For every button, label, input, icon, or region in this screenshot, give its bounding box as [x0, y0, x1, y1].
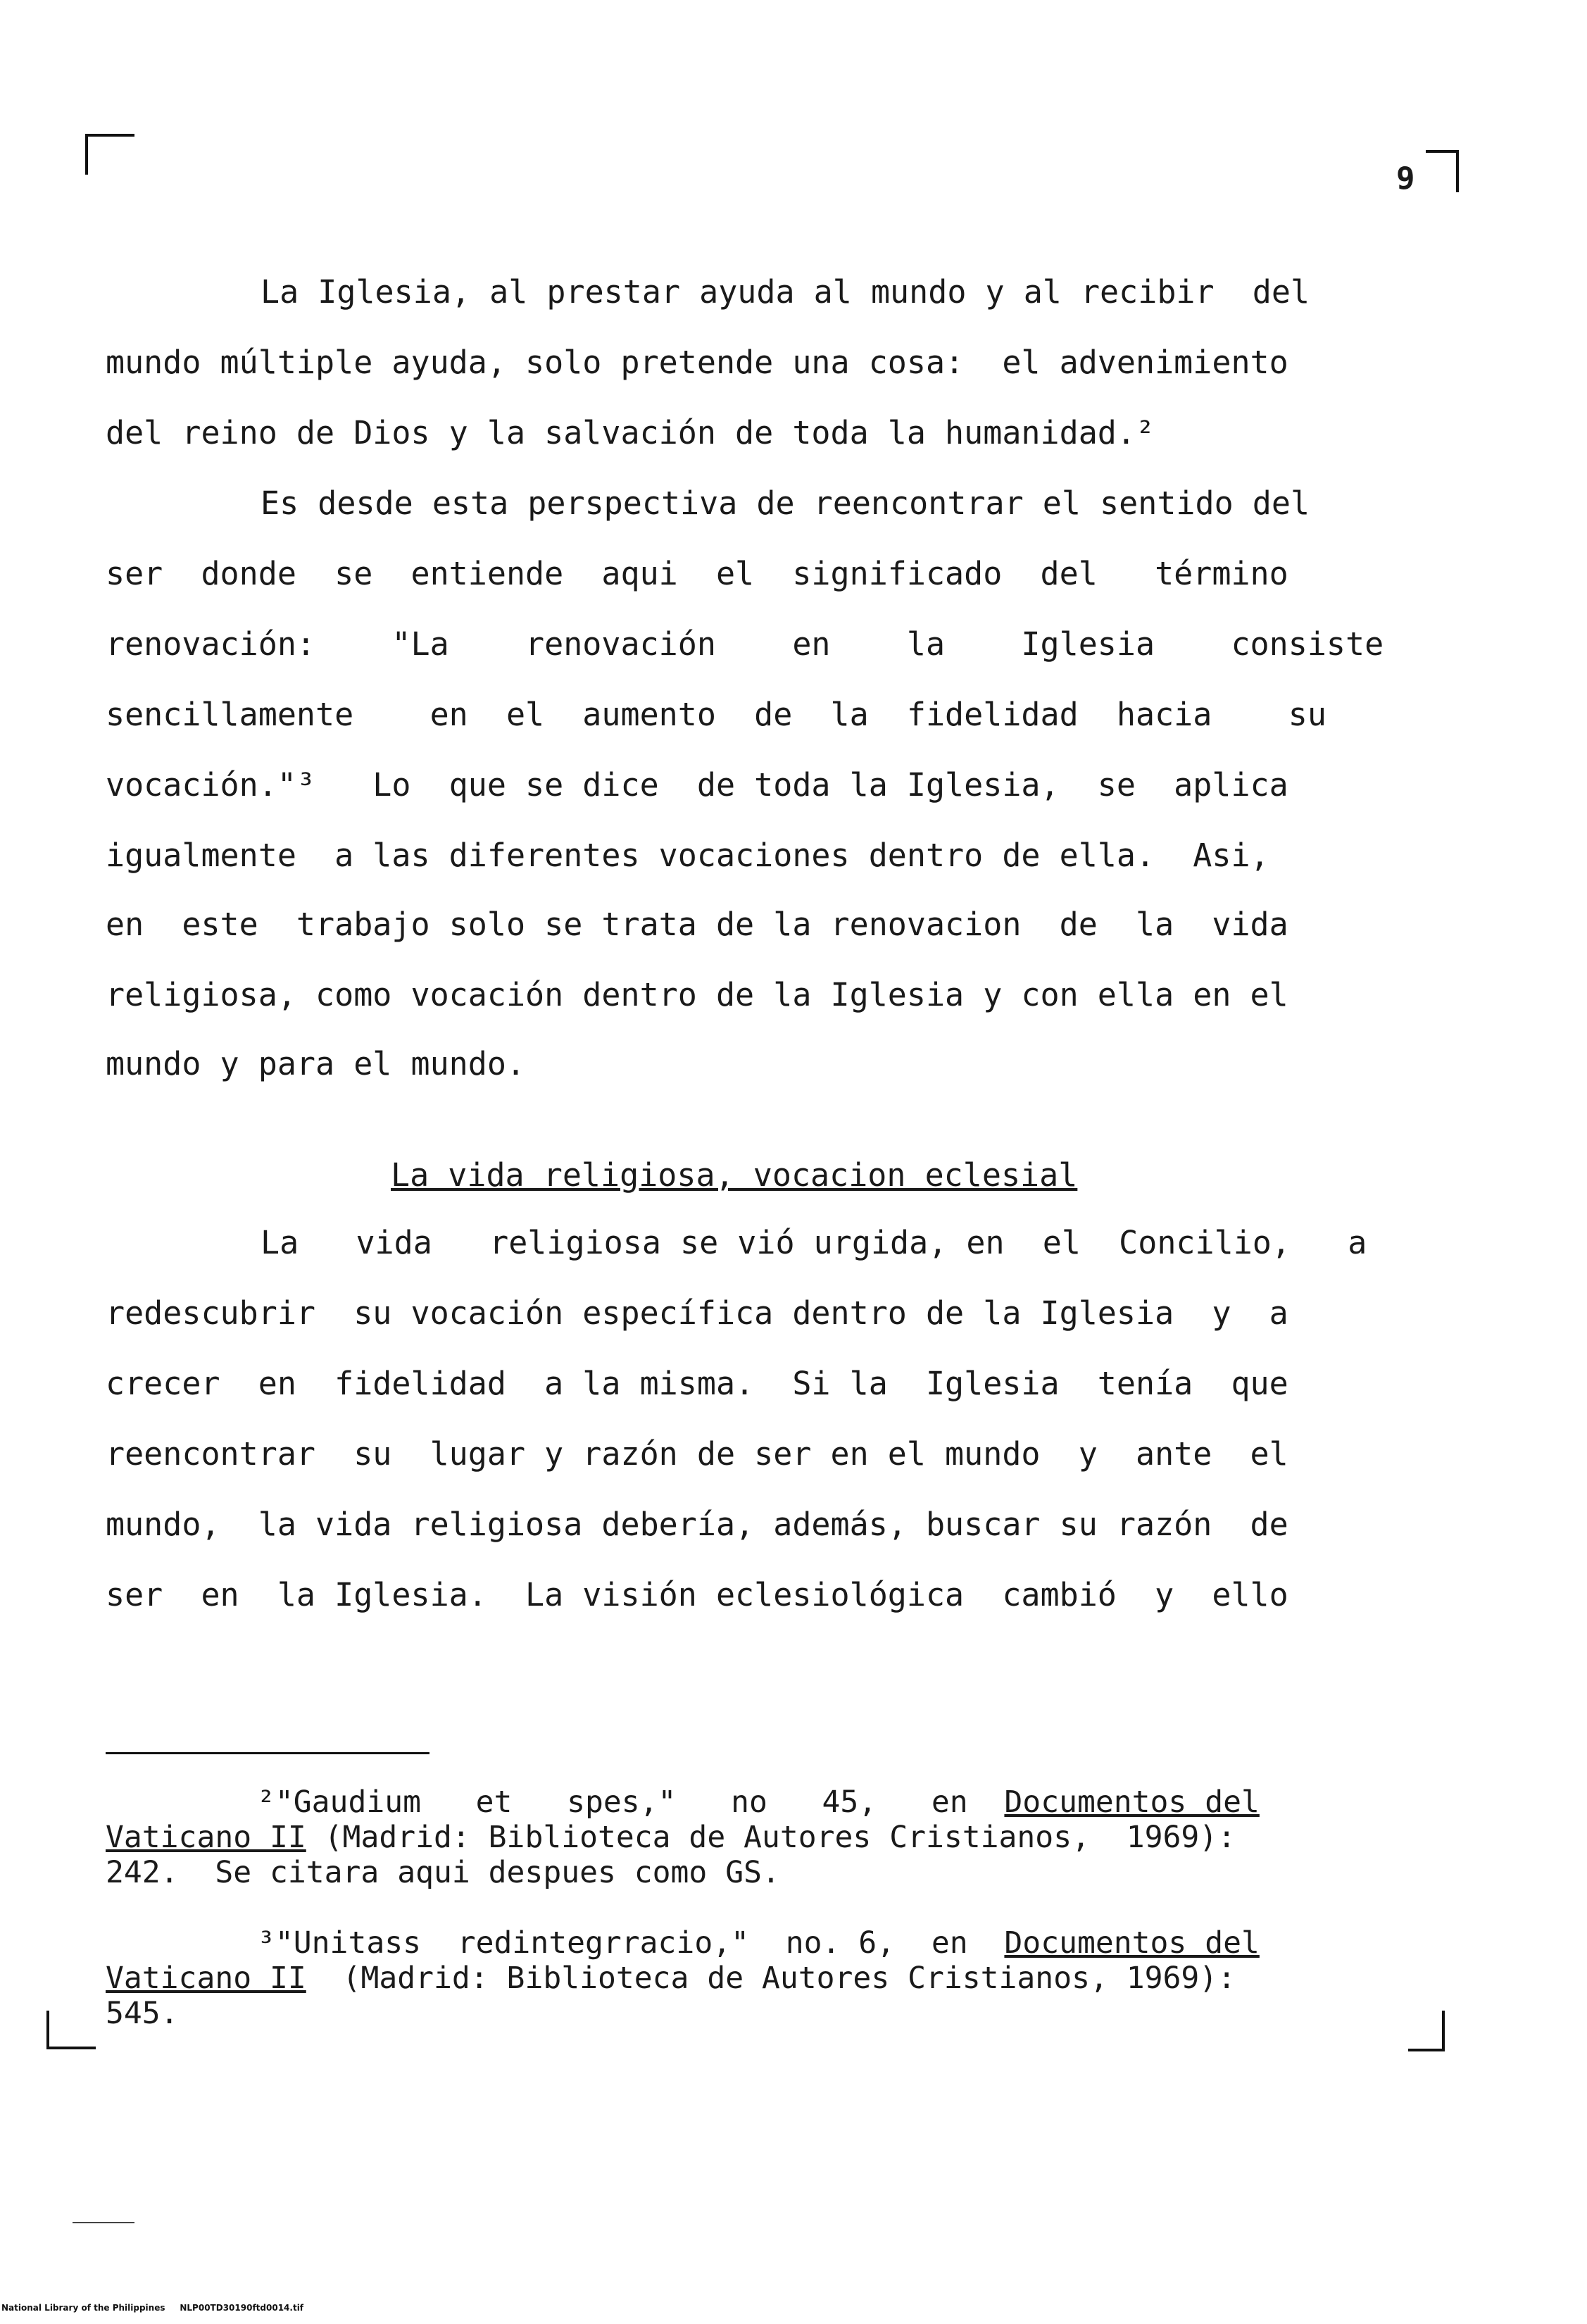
footnote-3-line-1: [257, 1925, 1260, 1961]
footnote-rule: [106, 1752, 429, 1754]
body-line: mundo, la vida religiosa debería, además, buscar su razón de: [106, 1506, 1288, 1543]
corner-mark-top-right-vertical: [1456, 150, 1459, 192]
corner-mark-bottom-left-horizontal: [46, 2047, 96, 2049]
body-line: La vida religiosa se vió urgida, en el Concilio, a: [261, 1224, 1367, 1261]
body-line: del reino de Dios y la salvación de toda la humanidad.²: [106, 414, 1155, 451]
corner-mark-bottom-right: [1442, 2011, 1445, 2051]
corner-mark-bottom-left: [46, 2011, 49, 2049]
body-line: ser en la Iglesia. La visión eclesiológica cambió y ello: [106, 1576, 1288, 1613]
body-line: sencillamente en el aumento de la fidelidad hacia su: [106, 696, 1326, 733]
body-line: religiosa, como vocación dentro de la Iglesia y con ella en el: [106, 976, 1288, 1013]
corner-mark-top-left: [85, 134, 134, 137]
footnote-2-text: ²"Gaudium et spes," no 45, en: [257, 1785, 1005, 1820]
footnote-2-line-3: 242. Se citara aqui despues como GS.: [106, 1855, 780, 1890]
body-line: mundo y para el mundo.: [106, 1045, 526, 1082]
scan-mark: [73, 2222, 134, 2223]
footnote-3-publisher: (Madrid: Biblioteca de Autores Cristianos, 1969):: [306, 1961, 1236, 1996]
footnote-2-title-cont: Vaticano II: [106, 1820, 306, 1855]
corner-mark-bottom-right-horizontal: [1408, 2049, 1445, 2051]
footnote-3-title: Documentos del: [1004, 1925, 1260, 1961]
footnote-3-line-3: 545.: [106, 1996, 179, 2031]
body-line: vocación."³ Lo que se dice de toda la Iglesia, se aplica: [106, 766, 1288, 804]
footnote-3-title-cont: Vaticano II: [106, 1961, 306, 1996]
section-heading: La vida religiosa, vocacion eclesial: [391, 1156, 1078, 1194]
footnote-2-line-2: [106, 1820, 1236, 1855]
footnote-2-line-1: [257, 1787, 1260, 1818]
body-line: La Iglesia, al prestar ayuda al mundo y al recibir del: [261, 273, 1310, 311]
corner-mark-top-left-vertical: [85, 134, 88, 175]
footnote-2-publisher: (Madrid: Biblioteca de Autores Cristianos, 1969):: [306, 1820, 1236, 1855]
body-line: crecer en fidelidad a la misma. Si la Iglesia tenía que: [106, 1365, 1288, 1402]
body-line: mundo múltiple ayuda, solo pretende una cosa: el advenimiento: [106, 344, 1288, 381]
body-line: renovación: "La renovación en la Iglesia consiste: [106, 625, 1384, 663]
body-line: en este trabajo solo se trata de la renovacion de la vida: [106, 906, 1288, 943]
body-line: redescubrir su vocación específica dentro de la Iglesia y a: [106, 1294, 1288, 1332]
scan-footer: National Library of the Philippines NLP00TD30190ftd0014.tif: [1, 2303, 304, 2313]
corner-mark-top-right: [1426, 150, 1459, 153]
footnote-3-line-2: [106, 1963, 1236, 1994]
body-line: reencontrar su lugar y razón de ser en el mundo y ante el: [106, 1435, 1288, 1473]
page-number: 9: [1396, 161, 1415, 196]
body-line: Es desde esta perspectiva de reencontrar el sentido del: [261, 485, 1310, 522]
footnote-3-text: ³"Unitass redintegrracio," no. 6, en: [257, 1925, 1005, 1961]
footnote-2-title: Documentos del: [1004, 1785, 1260, 1820]
body-line: igualmente a las diferentes vocaciones dentro de ella. Asi,: [106, 837, 1269, 874]
body-line: ser donde se entiende aqui el significado del término: [106, 555, 1288, 592]
